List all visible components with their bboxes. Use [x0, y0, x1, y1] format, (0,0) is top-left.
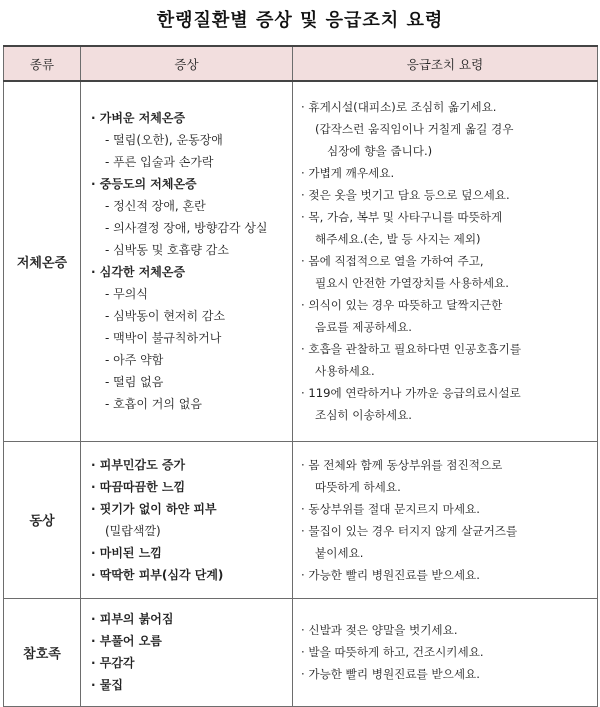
symptom-line: - 떨림(오한), 운동장애 [105, 133, 223, 148]
symptom-line: · 피부민감도 증가 [91, 457, 186, 472]
aid-line: · 가볍게 깨우세요. [301, 166, 395, 181]
aid-line: · 몸 전체와 함께 동상부위를 점진적으로 [301, 457, 503, 472]
aid-line: · 젖은 옷을 벗기고 담요 등으로 덮으세요. [301, 188, 510, 203]
header-kind: 종류 [4, 46, 81, 81]
aid-line: · 가능한 빨리 병원진료를 받으세요. [301, 567, 480, 582]
symptom-line: - 심박동이 현저히 감소 [105, 309, 226, 324]
aid-line: · 휴게시설(대피소)로 조심히 옮기세요. [301, 100, 497, 115]
aid-line: · 목, 가슴, 복부 및 사타구니를 따뜻하게 [301, 210, 503, 225]
table-row-trench-foot [4, 598, 598, 706]
symptom-line: · 심각한 저체온증 [91, 265, 186, 280]
aid-line: (갑작스런 움직임이나 거칠게 옮길 경우 [315, 122, 514, 137]
aid-cell [293, 81, 598, 441]
aid-line: 필요시 안전한 가열장치를 사용하세요. [315, 276, 509, 291]
page-title: 한랭질환별 증상 및 응급조치 요령 [156, 10, 444, 31]
symptom-line: - 심박동 및 호흡량 감소 [105, 243, 229, 258]
aid-line: · 발을 따뜻하게 하고, 건조시키세요. [301, 645, 484, 659]
aid-line: · 가능한 빨리 병원진료를 받으세요. [301, 667, 480, 681]
symptom-cell [81, 441, 293, 598]
symptom-line: - 푸른 입술과 손가락 [105, 155, 214, 170]
kind-cell: 저체온증 [4, 81, 81, 441]
aid-line: 붙이세요. [315, 545, 364, 560]
symptom-line: - 아주 약함 [105, 353, 164, 368]
kind-cell: 동상 [4, 441, 81, 598]
symptom-line: · 마비된 느낌 [91, 545, 162, 560]
symptom-line: · 피부의 붉어짐 [91, 612, 174, 626]
aid-line: · 물집이 있는 경우 터지지 않게 살균거즈를 [301, 523, 518, 538]
kind-cell: 참호족 [4, 598, 81, 706]
symptom-cell [81, 81, 293, 441]
symptom-line: - 무의식 [105, 287, 148, 302]
symptom-line: · 딱딱한 피부(심각 단계) [91, 567, 224, 582]
aid-line: · 동상부위를 절대 문지르지 마세요. [301, 501, 480, 516]
table-row-frostbite [4, 441, 598, 598]
aid-line: · 119에 연락하거나 가까운 응급의료시설로 [301, 386, 521, 401]
symptom-line: - 떨림 없음 [105, 375, 164, 390]
aid-cell [293, 441, 598, 598]
table-row-hypothermia [4, 81, 598, 441]
symptom-cell [81, 598, 293, 706]
symptom-line: - 호흡이 거의 없음 [105, 397, 202, 412]
symptom-line: · 가벼운 저체온증 [91, 111, 186, 126]
symptom-line: · 핏기가 없이 하얀 피부 [91, 501, 217, 516]
symptom-line: - 맥박이 불규칙하거나 [105, 331, 222, 346]
aid-line: 해주세요.(손, 발 등 사지는 제외) [315, 232, 481, 247]
header-symptom: 증상 [81, 46, 293, 81]
aid-line: 조심히 이송하세요. [315, 408, 412, 423]
symptom-line: · 부풀어 오름 [91, 634, 162, 648]
aid-line: · 의식이 있는 경우 따뜻하고 달짝지근한 [301, 298, 503, 313]
symptom-line: - 의사결정 장애, 방향감각 상실 [105, 221, 268, 236]
aid-line: 심장에 향을 줍니다.) [327, 144, 433, 159]
aid-line: · 신발과 젖은 양말을 벗기세요. [301, 623, 458, 637]
aid-line: 사용하세요. [315, 364, 375, 379]
first-aid-table [3, 45, 598, 707]
aid-line: · 몸에 직접적으로 열을 가하여 주고, [301, 254, 484, 269]
symptom-line: · 물집 [91, 678, 123, 692]
aid-line: 음료를 제공하세요. [315, 320, 412, 335]
header-aid: 응급조치 요령 [293, 46, 598, 81]
symptom-line: · 중등도의 저체온증 [91, 177, 197, 192]
symptom-line: - 정신적 장애, 혼란 [105, 199, 206, 214]
aid-cell [293, 598, 598, 706]
symptom-line: · 무감각 [91, 656, 135, 670]
aid-line: 따뜻하게 하세요. [315, 479, 401, 494]
symptom-line: · 따끔따끔한 느낌 [91, 479, 186, 494]
aid-line: · 호흡을 관찰하고 필요하다면 인공호흡기를 [301, 342, 522, 357]
symptom-line: (밀랍색깔) [105, 523, 161, 538]
table-header-row [4, 46, 598, 81]
